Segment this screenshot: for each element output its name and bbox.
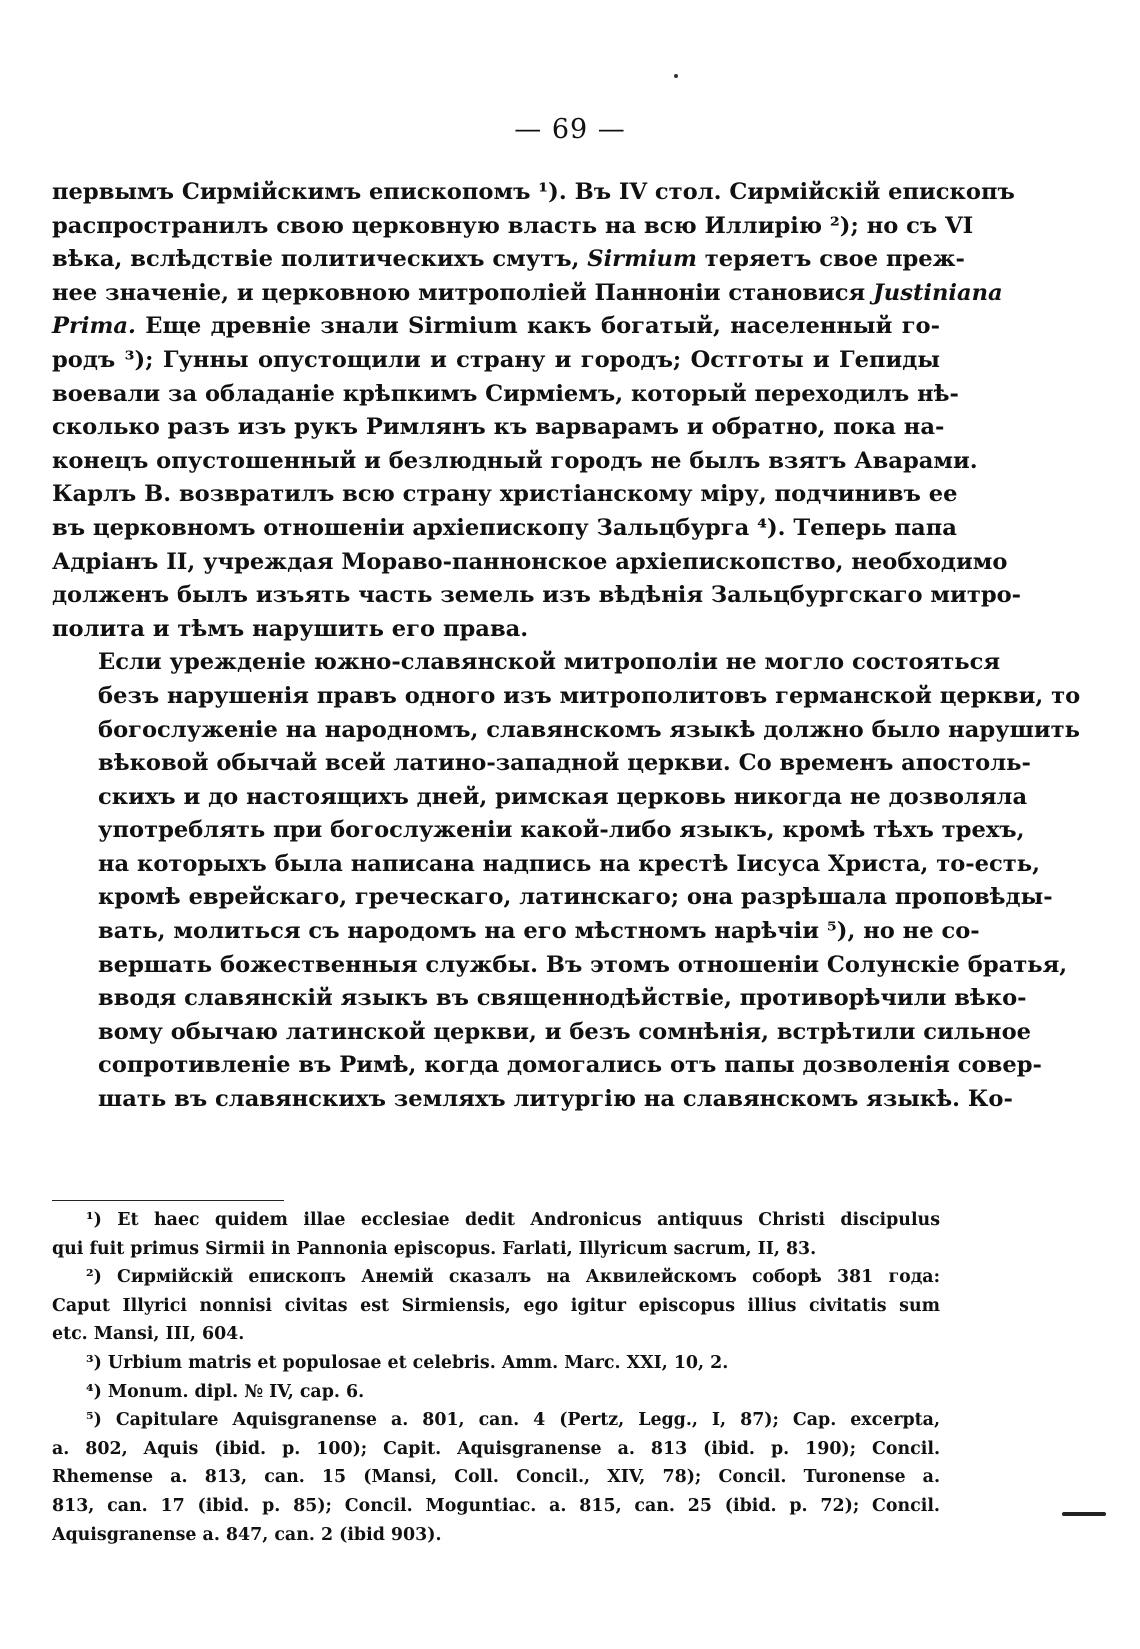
text-line: нее значеніе, и церковною митрополіей Панноніи становися Justiniana — [52, 279, 1003, 306]
footnote-line: a. 802, Aquis (ibid. p. 100); Capit. Aquisgranense a. 813 (ibid. p. 190); Concil. — [52, 1438, 940, 1459]
footnotes — [52, 1206, 940, 1549]
paragraph-1 — [52, 176, 1022, 646]
text-line: полита и тѣмъ нарушить его права. — [52, 615, 529, 642]
page-end-mark — [1062, 1512, 1106, 1516]
footnote-3 — [52, 1349, 940, 1378]
text-line: долженъ былъ изъять часть земель изъ вѣдѣнія Зальцбургскаго митро- — [52, 582, 1022, 609]
footnote-5 — [52, 1406, 940, 1549]
page-number: — 69 — — [514, 114, 626, 145]
print-speck — [674, 74, 678, 78]
text-line: Адріанъ II, учреждая Мораво-паннонское архіепископство, необходимо — [52, 548, 1008, 575]
footnote-2 — [52, 1263, 940, 1349]
text-line: шать въ славянскихъ земляхъ литургію на славянскомъ языкѣ. Ко- — [98, 1086, 1013, 1113]
text-line: распространилъ свою церковную власть на всю Иллирію ²); но съ VI — [52, 212, 974, 239]
footnote-1 — [52, 1206, 940, 1263]
paragraph-2 — [52, 646, 1081, 1116]
footnote-line: Caput Illyrici nonnisi civitas est Sirmiensis, ego igitur episcopus illius civitatis sum — [52, 1295, 940, 1316]
text-line: на которыхъ была написана надпись на крестѣ Іисуса Христа, то-есть, — [98, 850, 1041, 877]
footnote-separator — [52, 1200, 284, 1201]
text-line: конецъ опустошенный и безлюдный городъ не былъ взятъ Аварами. — [52, 447, 978, 474]
footnote-line: ²) Сирмійскій епископъ Анемій сказалъ на Аквилейскомъ соборѣ 381 года: — [86, 1267, 940, 1288]
footnote-4 — [52, 1378, 940, 1407]
text-line: родъ ³); Гунны опустощили и страну и городъ; Остготы и Гепиды — [52, 346, 940, 373]
text-line: богослуженіе на народномъ, славянскомъ языкѣ должно было нарушить — [98, 716, 1080, 743]
text-line: сколько разъ изъ рукъ Римлянъ къ варварамъ и обратно, пока на- — [52, 414, 945, 441]
text-line: первымъ Сирмійскимъ епископомъ ¹). Въ IV стол. Сирмійскій епископъ — [52, 179, 1015, 205]
text-line: вершать божественныя службы. Въ этомъ отношеніи Солунскіе братья, — [98, 951, 1068, 978]
text-line: Prima. Еще древніе знали Sirmium какъ богатый, населенный го- — [52, 313, 940, 340]
footnote-line: etc. Mansi, III, 604. — [52, 1324, 245, 1345]
footnote-line: qui fuit primus Sirmii in Pannonia episcopus. Farlati, Illyricum sacrum, II, 83. — [52, 1238, 817, 1259]
footnote-line: ⁵) Capitulare Aquisgranense a. 801, can. 4 (Pertz, Legg., I, 87); Cap. excerpta, — [86, 1410, 940, 1431]
footnote-line: Rhemense a. 813, can. 15 (Mansi, Coll. Concil., XIV, 78); Concil. Turonense a. — [52, 1467, 940, 1488]
text-line: кромѣ еврейскаго, греческаго, латинскаго; она разрѣшала проповѣды- — [98, 884, 1053, 911]
footnote-line: 813, can. 17 (ibid. p. 85); Concil. Moguntiac. a. 815, can. 25 (ibid. p. 72); Concil. — [52, 1495, 940, 1516]
footnote-line: ¹) Et haec quidem illae ecclesiae dedit Andronicus antiquus Christi discipulus — [86, 1210, 940, 1230]
text-line: вому обычаю латинской церкви, и безъ сомнѣнія, встрѣтили сильное — [98, 1018, 1032, 1045]
text-line: вѣковой обычай всей латино-западной церкви. Со временъ апостоль- — [98, 750, 1031, 777]
text-line: сопротивленіе въ Римѣ, когда домогались отъ папы дозволенія совер- — [98, 1052, 1042, 1079]
text-line: скихъ и до настоящихъ дней, римская церковь никогда не дозволяла — [98, 783, 1028, 810]
text-line: воевали за обладаніе крѣпкимъ Сирміемъ, который переходилъ нѣ- — [52, 380, 959, 407]
text-line: употреблять при богослуженіи какой-либо языкъ, кромѣ тѣхъ трехъ, — [98, 817, 1025, 844]
main-text — [52, 176, 1081, 1117]
text-line: вводя славянскій языкъ въ священнодѣйствіе, противорѣчили вѣко- — [98, 985, 1027, 1012]
text-line: Карлъ В. возвратилъ всю страну христіанскому міру, подчинивъ ее — [52, 481, 958, 508]
text-line: въ церковномъ отношеніи архіепископу Зальцбурга ⁴). Теперь папа — [52, 514, 957, 541]
footnote-line: Aquisgranense a. 847, can. 2 (ibid 903). — [52, 1524, 442, 1545]
footnote-line: ⁴) Monum. dipl. № IV, cap. 6. — [86, 1381, 365, 1402]
text-line: Если урежденіе южно-славянской митрополіи не могло состояться — [98, 649, 1001, 676]
text-line: безъ нарушенія правъ одного изъ митрополитовъ германской церкви, то — [98, 682, 1081, 709]
text-line: вѣка, вслѣдствіе политическихъ смутъ, Sirmium теряетъ свое преж- — [52, 246, 965, 273]
text-line: вать, молиться съ народомъ на его мѣстномъ нарѣчіи ⁵), но не со- — [98, 918, 980, 945]
footnote-line: ³) Urbium matris et populosae et celebris. Amm. Marc. XXI, 10, 2. — [86, 1352, 729, 1373]
